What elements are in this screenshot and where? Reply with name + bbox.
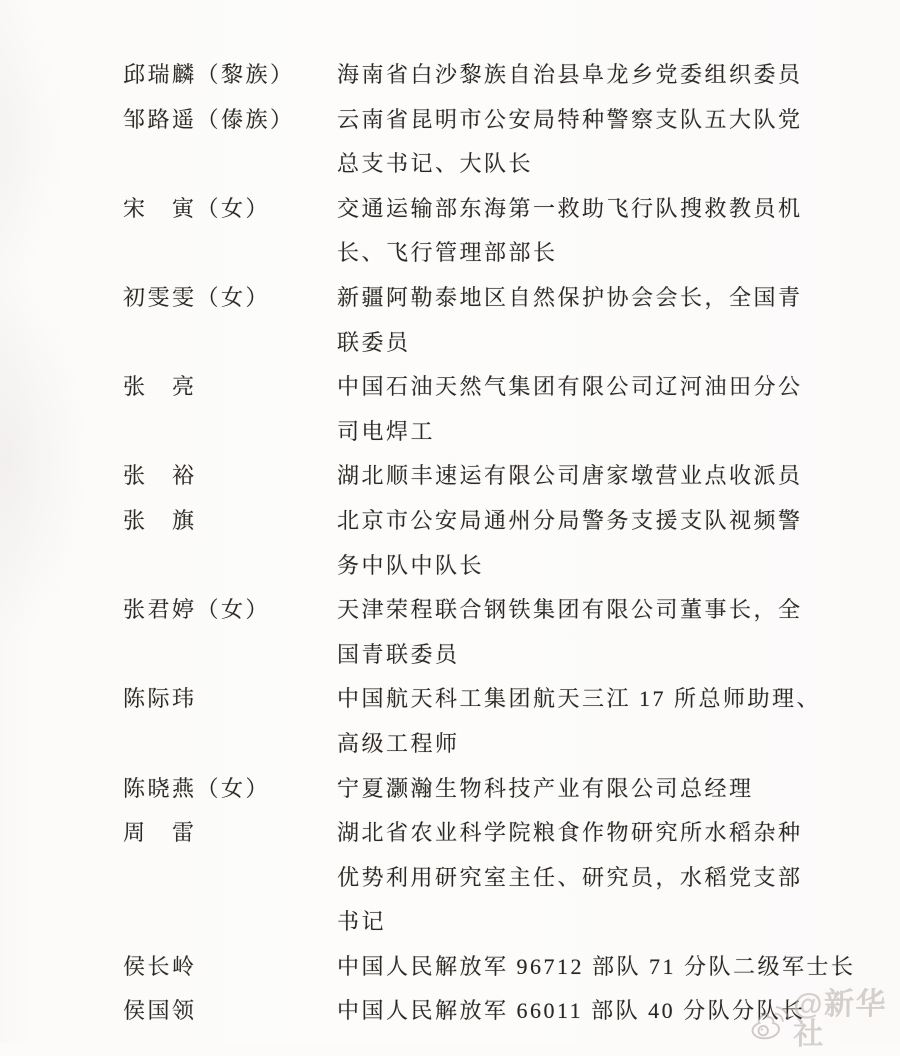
list-item [123,365,900,454]
list-item [123,98,900,187]
person-name: 邱瑞麟（黎族） [123,62,295,87]
person-name: 周 雷 [123,820,197,846]
person-title [337,588,823,677]
person-title-line: 司电焊工 [337,418,436,444]
person-title [337,767,823,812]
person-title-line: 中国人民解放军 66011 部队 40 分队分队长 [337,998,806,1024]
person-title-line: 务中队中队长 [337,552,485,578]
list-item [123,53,900,98]
person-title [337,811,823,945]
list-item [123,811,900,945]
person-title-line: 宁夏灏瀚生物科技产业有限公司总经理 [337,775,754,801]
person-title-line: 北京市公安局通州分局警务支援支队视频警 [337,507,803,533]
list-item [123,187,900,276]
list-item [123,945,900,990]
person-name: 侯长岭 [123,953,197,979]
person-title-line: 中国石油天然气集团有限公司辽河油田分公 [337,374,803,400]
person-title [337,945,856,990]
person-title-line: 中国航天科工集团航天三江 17 所总师助理、 [337,686,822,712]
person-title [337,989,823,1034]
person-title [337,187,823,276]
person-title-line: 联委员 [337,329,411,355]
list-item [123,276,900,365]
person-title-line: 高级工程师 [337,730,460,756]
person-title [337,365,823,454]
honor-roll-list [123,53,900,1034]
person-title [337,98,823,187]
list-item [123,499,900,588]
list-item [123,588,900,677]
person-title-line: 天津荣程联合钢铁集团有限公司董事长，全 [337,597,803,623]
person-name: 张君婷（女） [123,597,271,623]
person-title-line: 新疆阿勒泰地区自然保护协会会长，全国青 [337,284,803,310]
person-title-line: 云南省昆明市公安局特种警察支队五大队党 [337,106,803,132]
person-name: 陈晓燕（女） [123,775,271,801]
person-title-line: 总支书记、大队长 [337,151,534,177]
person-name: 张 旗 [123,507,197,533]
person-title-line: 海南省白沙黎族自治县阜龙乡党委组织委员 [337,62,803,87]
person-name: 邹路遥（傣族） [123,106,295,132]
person-title-line: 交通运输部东海第一救助飞行队搜救教员机 [337,195,803,221]
person-title [337,454,823,499]
person-name: 侯国领 [123,998,197,1024]
watermark-text: @新华社 [793,988,887,1051]
person-title [337,499,823,588]
list-item [123,677,900,766]
person-title-line: 长、飞行管理部部长 [337,240,558,266]
person-name: 宋 寅（女） [123,195,271,221]
person-title-line: 湖北顺丰速运有限公司唐家墩营业点收派员 [337,463,803,489]
person-name: 张 裕 [123,463,197,489]
person-title-line: 优势利用研究室主任、研究员，水稻党支部 [337,864,803,890]
person-name: 陈际玮 [123,686,197,712]
person-title-line: 中国人民解放军 96712 部队 71 分队二级军士长 [337,953,856,979]
person-title [337,677,823,766]
person-title-line: 湖北省农业科学院粮食作物研究所水稻杂种 [337,820,803,846]
person-title [337,276,823,365]
person-title-line: 书记 [337,909,387,935]
person-title-line: 国青联委员 [337,641,460,667]
list-item [123,767,900,812]
person-title [337,53,823,98]
list-item [123,454,900,499]
person-name: 张 亮 [123,374,197,400]
person-name: 初雯雯（女） [123,284,271,310]
list-item [123,989,900,1034]
